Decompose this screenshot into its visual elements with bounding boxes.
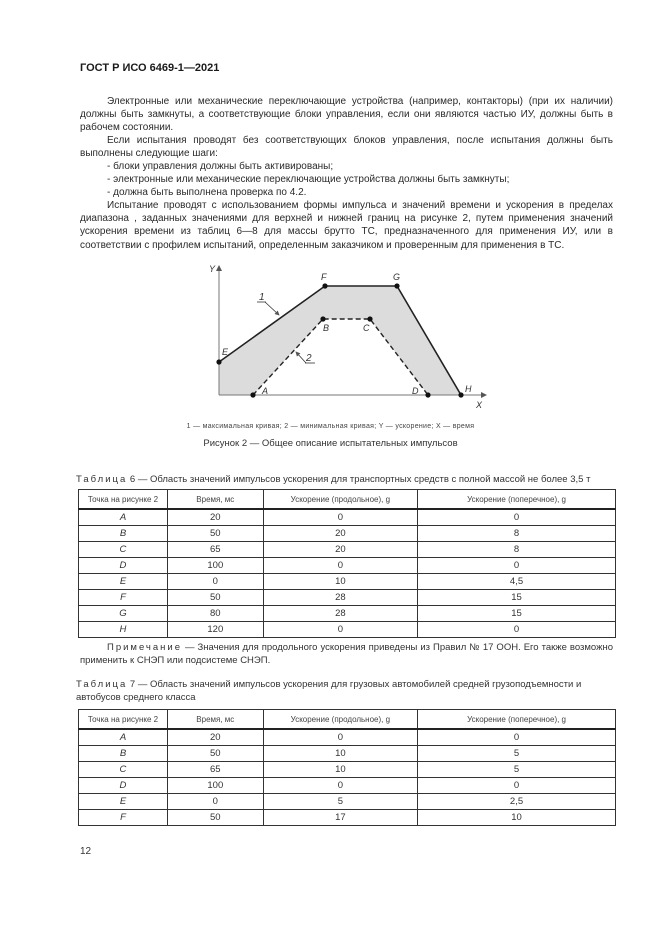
lateral-cell: 8 bbox=[418, 542, 616, 558]
paragraph-test-procedure: Испытание проводят с использованием формы импульса и значений времени и ускорения в пределах диапазона , заданных значениями для верхней и нижней границ на рисунке 2, путем применения значений ускорения времени из таблиц 6—8 для массы брутто ТС, предназначенного для применения ИУ, или в соответствии с профилем испытаний, определенным заказчиком и проверенным для применения в ТС. bbox=[80, 200, 613, 251]
longitudinal-cell: 0 bbox=[263, 729, 417, 746]
page-number: 12 bbox=[80, 846, 92, 857]
point-cell: E bbox=[79, 574, 168, 590]
point-D bbox=[425, 392, 430, 397]
table6-row bbox=[79, 526, 616, 542]
table7-row bbox=[79, 778, 616, 794]
longitudinal-cell: 0 bbox=[263, 558, 417, 574]
table7-row bbox=[79, 746, 616, 762]
callout-min-label: 2 bbox=[306, 353, 312, 364]
table6-row bbox=[79, 574, 616, 590]
point-cell: C bbox=[79, 762, 168, 778]
table6-body bbox=[79, 509, 616, 638]
time-cell: 50 bbox=[167, 746, 263, 762]
time-cell: 65 bbox=[167, 542, 263, 558]
point-cell: C bbox=[79, 542, 168, 558]
pulse-diagram bbox=[200, 260, 500, 415]
point-cell: F bbox=[79, 590, 168, 606]
table6-header-lateral: Ускорение (поперечное), g bbox=[418, 490, 616, 510]
label-B: B bbox=[323, 323, 330, 333]
point-F bbox=[322, 283, 327, 288]
point-cell: H bbox=[79, 622, 168, 638]
table6-header-point: Точка на рисунке 2 bbox=[79, 490, 168, 510]
table6-row bbox=[79, 606, 616, 622]
time-cell: 100 bbox=[167, 558, 263, 574]
time-cell: 100 bbox=[167, 778, 263, 794]
table6-row bbox=[79, 590, 616, 606]
table7-row bbox=[79, 762, 616, 778]
callout-max-label: 1 bbox=[259, 292, 265, 303]
time-cell: 20 bbox=[167, 509, 263, 526]
table7-caption-text: — Область значений импульсов ускорения для грузовых автомобилей средней грузоподъемности и автобусов среднего класса bbox=[76, 679, 582, 703]
table7-row bbox=[79, 810, 616, 826]
lateral-cell: 4,5 bbox=[418, 574, 616, 590]
note-label: Примечание bbox=[107, 642, 182, 653]
table6 bbox=[78, 489, 616, 638]
point-H bbox=[458, 392, 463, 397]
point-G bbox=[394, 283, 399, 288]
time-cell: 50 bbox=[167, 590, 263, 606]
point-C bbox=[367, 316, 372, 321]
table7-caption-number: 7 bbox=[129, 679, 136, 690]
point-B bbox=[320, 316, 325, 321]
table7-row bbox=[79, 794, 616, 810]
table6-note bbox=[80, 641, 613, 667]
table7 bbox=[78, 709, 616, 826]
corridor-area bbox=[219, 286, 461, 395]
y-axis-label: Y bbox=[209, 264, 216, 274]
table7-header-time: Время, мс bbox=[167, 710, 263, 730]
point-cell: A bbox=[79, 729, 168, 746]
point-cell: B bbox=[79, 746, 168, 762]
longitudinal-cell: 0 bbox=[263, 778, 417, 794]
longitudinal-cell: 17 bbox=[263, 810, 417, 826]
lateral-cell: 10 bbox=[418, 810, 616, 826]
table7-header-longitudinal: Ускорение (продольное), g bbox=[263, 710, 417, 730]
document-header: ГОСТ Р ИСО 6469-1—2021 bbox=[80, 62, 220, 74]
lateral-cell: 15 bbox=[418, 606, 616, 622]
longitudinal-cell: 10 bbox=[263, 574, 417, 590]
table6-row bbox=[79, 622, 616, 638]
table6-header-longitudinal: Ускорение (продольное), g bbox=[263, 490, 417, 510]
table6-caption-number: 6 bbox=[129, 474, 136, 485]
point-cell: D bbox=[79, 558, 168, 574]
table6-header-time: Время, мс bbox=[167, 490, 263, 510]
time-cell: 20 bbox=[167, 729, 263, 746]
paragraph-without-control-units: Если испытания проводят без соответствующих блоков управления, после испытания должны быть выполнены следующие шаги: bbox=[80, 135, 613, 160]
lateral-cell: 8 bbox=[418, 526, 616, 542]
point-cell: A bbox=[79, 509, 168, 526]
time-cell: 0 bbox=[167, 794, 263, 810]
longitudinal-cell: 20 bbox=[263, 526, 417, 542]
table7-caption bbox=[76, 679, 616, 704]
label-E: E bbox=[222, 347, 229, 357]
label-D: D bbox=[412, 386, 419, 396]
lateral-cell: 0 bbox=[418, 558, 616, 574]
table6-row bbox=[79, 509, 616, 526]
x-axis-label: X bbox=[476, 400, 483, 410]
point-E bbox=[216, 359, 221, 364]
lateral-cell: 0 bbox=[418, 622, 616, 638]
table7-header-point: Точка на рисунке 2 bbox=[79, 710, 168, 730]
table6-row bbox=[79, 558, 616, 574]
time-cell: 80 bbox=[167, 606, 263, 622]
lateral-cell: 0 bbox=[418, 729, 616, 746]
callout-min-leader bbox=[296, 352, 306, 363]
lateral-cell: 5 bbox=[418, 762, 616, 778]
figure-legend: 1 — максимальная кривая; 2 — минимальная кривая; Y — ускорение; X — время bbox=[186, 423, 475, 430]
bullet-item: - электронные или механические переключающие устройства должны быть замкнуты; bbox=[107, 174, 510, 185]
label-G: G bbox=[393, 272, 401, 282]
longitudinal-cell: 10 bbox=[263, 762, 417, 778]
bullet-item: - блоки управления должны быть активированы; bbox=[107, 161, 334, 172]
table7-caption-prefix: Таблица bbox=[76, 679, 128, 690]
point-cell: G bbox=[79, 606, 168, 622]
table6-caption-prefix: Таблица bbox=[76, 474, 128, 485]
longitudinal-cell: 0 bbox=[263, 622, 417, 638]
table7-header-lateral: Ускорение (поперечное), g bbox=[418, 710, 616, 730]
lateral-cell: 5 bbox=[418, 746, 616, 762]
label-A: A bbox=[262, 386, 269, 396]
time-cell: 50 bbox=[167, 810, 263, 826]
label-C: C bbox=[363, 323, 370, 333]
longitudinal-cell: 10 bbox=[263, 746, 417, 762]
table7-row bbox=[79, 729, 616, 746]
callout-max-leader bbox=[265, 302, 279, 315]
point-cell: F bbox=[79, 810, 168, 826]
lateral-cell: 15 bbox=[418, 590, 616, 606]
point-cell: D bbox=[79, 778, 168, 794]
table6-row bbox=[79, 542, 616, 558]
paragraph-switching-devices: Электронные или механические переключающие устройства (например, контакторы) (при их наличии) должны быть замкнуты, а соответствующие блоки управления, если они являются частью ИУ, должны быть в рабочем состоянии. bbox=[80, 96, 613, 134]
note-text: — Значения для продольного ускорения приведены из Правил № 17 ООН. Его также возможно применить к СНЭП или подсистеме СНЭП. bbox=[80, 642, 613, 666]
time-cell: 50 bbox=[167, 526, 263, 542]
longitudinal-cell: 0 bbox=[263, 509, 417, 526]
longitudinal-cell: 28 bbox=[263, 590, 417, 606]
label-F: F bbox=[321, 272, 327, 282]
lateral-cell: 0 bbox=[418, 778, 616, 794]
longitudinal-cell: 5 bbox=[263, 794, 417, 810]
longitudinal-cell: 28 bbox=[263, 606, 417, 622]
bullet-item: - должна быть выполнена проверка по 4.2. bbox=[107, 187, 307, 198]
time-cell: 0 bbox=[167, 574, 263, 590]
figure-caption: Рисунок 2 — Общее описание испытательных импульсов bbox=[203, 438, 458, 449]
table6-caption-text: — Область значений импульсов ускорения для транспортных средств с полной массой не более 3,5 т bbox=[135, 474, 591, 485]
point-cell: E bbox=[79, 794, 168, 810]
lateral-cell: 2,5 bbox=[418, 794, 616, 810]
time-cell: 65 bbox=[167, 762, 263, 778]
lateral-cell: 0 bbox=[418, 509, 616, 526]
table7-body bbox=[79, 729, 616, 826]
point-cell: B bbox=[79, 526, 168, 542]
table6-caption bbox=[76, 474, 616, 487]
longitudinal-cell: 20 bbox=[263, 542, 417, 558]
time-cell: 120 bbox=[167, 622, 263, 638]
point-A bbox=[250, 392, 255, 397]
label-H: H bbox=[465, 384, 472, 394]
